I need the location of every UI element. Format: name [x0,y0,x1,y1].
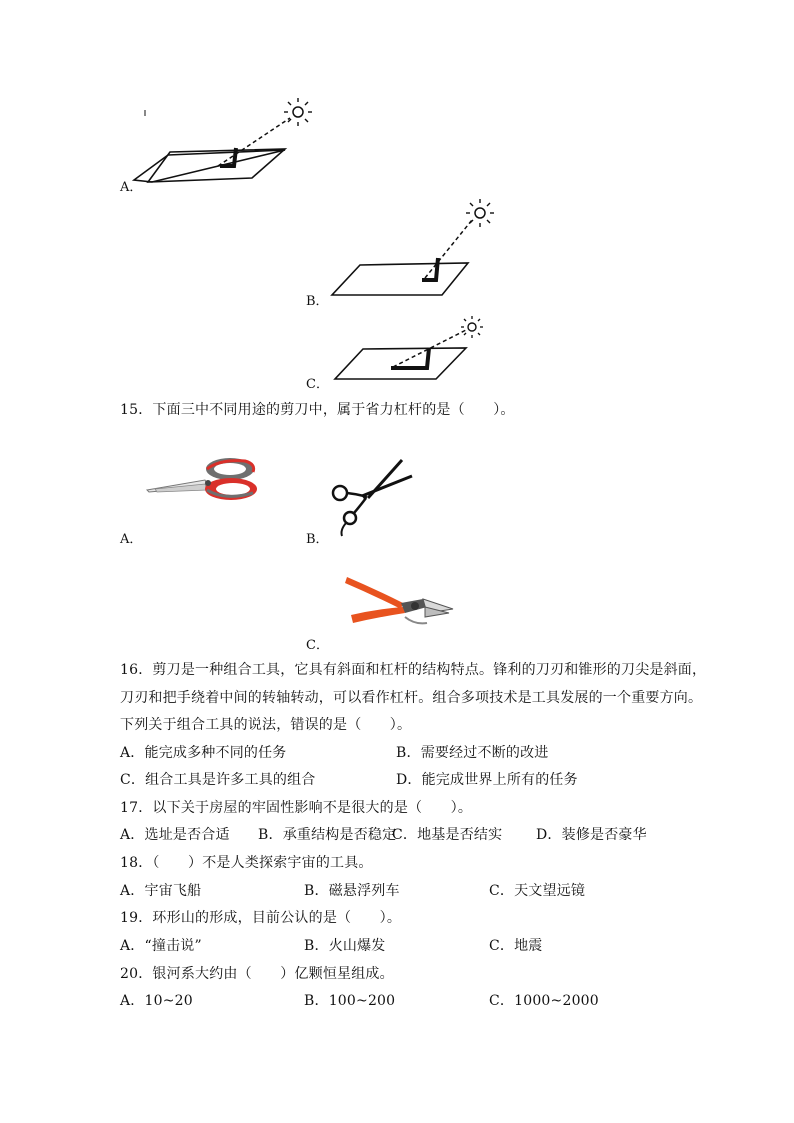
q14-option-b-label: B． [306,294,329,309]
q14-option-a-label: A． [120,180,143,195]
q19-option-a[interactable]: A．“撞击说” [120,938,202,954]
q15-option-b-label: B． [306,532,329,547]
q14-figure-a [140,100,320,190]
q20-stem: 20．银河系大约由（ ）亿颗恒星组成。 [120,966,394,982]
q16-stem-line1: 16．剪刀是一种组合工具，它具有斜面和杠杆的结构特点。锋利的刀刃和锥形的刀尖是斜面， [120,662,707,678]
q15-option-a-label: A． [120,532,143,547]
q16-option-c[interactable]: C．组合工具是许多工具的组合 [120,772,316,788]
q17-stem: 17．以下关于房屋的牢固性影响不是很大的是（ ）。 [120,800,473,816]
q17-option-c[interactable]: C．地基是否结实 [392,827,503,843]
q20-option-c[interactable]: C．1000~2000 [489,993,599,1009]
q16-stem-line3: 下列关于组合工具的说法，错误的是（ ）。 [120,717,412,733]
q20-option-a[interactable]: A．10~20 [120,993,193,1009]
q15-option-c-label: C． [306,638,329,653]
q14-figure-b [330,200,500,300]
q16-option-a[interactable]: A．能完成多种不同的任务 [120,745,287,761]
q18-option-c[interactable]: C．天文望远镜 [489,883,586,899]
q16-stem-line2: 刀刃和把手绕着中间的转轴转动，可以看作杠杆。组合多项技术是工具发展的一个重要方向。 [120,690,703,706]
q15-stem: 15．下面三中不同用途的剪刀中，属于省力杠杆的是（ ）。 [120,402,515,418]
q15-orange-pruner-image [345,573,455,635]
q15-red-scissors-image [145,455,265,505]
q20-option-b[interactable]: B．100~200 [304,993,396,1009]
q14-option-c-label: C． [306,377,329,392]
q19-option-b[interactable]: B．火山爆发 [304,938,386,954]
q18-stem: 18．（ ）不是人类探索宇宙的工具。 [120,855,373,871]
q17-option-d[interactable]: D．装修是否豪华 [536,827,647,843]
q19-stem: 19．环形山的形成，目前公认的是（ ）。 [120,910,402,926]
q15-black-scissors-image [330,458,420,538]
q14-figure-c [333,315,503,385]
q16-option-b[interactable]: B．需要经过不断的改进 [396,745,549,761]
q18-option-a[interactable]: A．宇宙飞船 [120,883,202,899]
q17-option-a[interactable]: A．选址是否合适 [120,827,230,843]
q19-option-c[interactable]: C．地震 [489,938,543,954]
q16-option-d[interactable]: D．能完成世界上所有的任务 [396,772,578,788]
q18-option-b[interactable]: B．磁悬浮列车 [304,883,400,899]
q17-option-b[interactable]: B．承重结构是否稳定 [258,827,397,843]
